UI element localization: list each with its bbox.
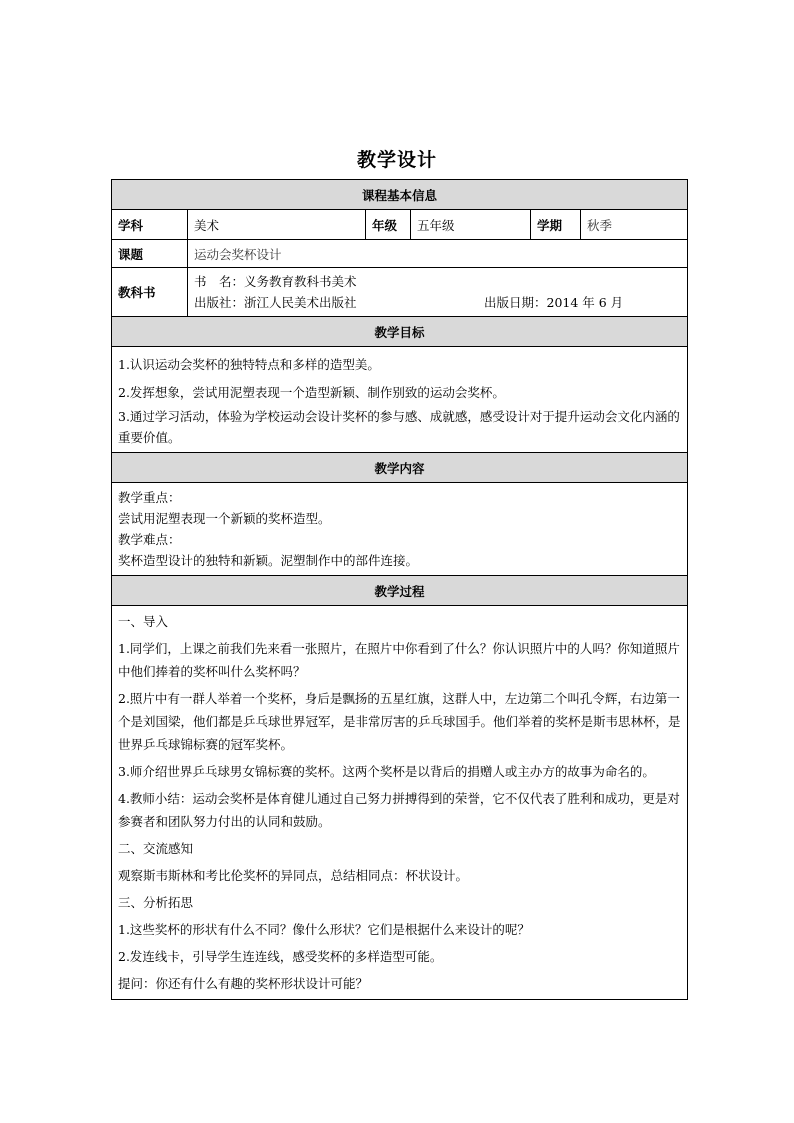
process-question: 提问：你还有什么有趣的奖杯形状设计可能？ [118, 976, 369, 991]
term-value: 秋季 [581, 210, 688, 240]
subject-label: 学科 [112, 210, 188, 240]
key-point-label: 教学重点： [118, 490, 181, 505]
section-title: 课程基本信息 [112, 180, 688, 210]
goals-cell [112, 347, 688, 453]
section-title: 教学内容 [112, 453, 688, 483]
grade-label: 年级 [366, 210, 411, 240]
key-point-text: 尝试用泥塑表现一个新颖的奖杯造型。 [118, 511, 331, 526]
section-title: 教学目标 [112, 317, 688, 347]
info-row-subject [112, 210, 688, 240]
lesson-plan-table [111, 179, 688, 1000]
topic-value: 运动会奖杯设计 [188, 240, 688, 268]
process-heading: 三、分析拓思 [118, 895, 194, 910]
publisher-line [194, 292, 681, 313]
process-heading: 二、交流感知 [118, 841, 194, 856]
section-header-content [112, 453, 688, 483]
process-heading: 一、导入 [118, 614, 169, 629]
grade-value: 五年级 [411, 210, 531, 240]
difficulty-text: 奖杯造型设计的独特和新颖。泥塑制作中的部件连接。 [118, 553, 419, 568]
process-paragraph: 1.同学们，上课之前我们先来看一张照片，在照片中你看到了什么？你认识照片中的人吗？你知道照片中他们捧着的奖杯叫什么奖杯吗？ [118, 641, 680, 679]
content-cell [112, 483, 688, 576]
goals-row [112, 347, 688, 453]
process-paragraph: 2.发连线卡，引导学生连连线，感受奖杯的多样造型可能。 [118, 949, 443, 964]
info-row-topic [112, 240, 688, 268]
info-row-textbook [112, 268, 688, 317]
publish-date: 出版日期：2014 年 6 月 [484, 295, 624, 310]
process-paragraph: 观察斯韦斯林和考比伦奖杯的异同点，总结相同点：杯状设计。 [118, 868, 469, 883]
textbook-details [188, 268, 688, 317]
section-title: 教学过程 [112, 576, 688, 606]
process-paragraph: 4.教师小结：运动会奖杯是体育健儿通过自己努力拼搏得到的荣誉，它不仅代表了胜利和成功，更是对参赛者和团队努力付出的认同和鼓励。 [118, 791, 680, 829]
process-paragraph: 2.照片中有一群人举着一个奖杯，身后是飘扬的五星红旗，这群人中，左边第二个叫孔令辉，右边第一个是刘国梁，他们都是乒乓球世界冠军，是非常厉害的乒乓球国手。他们举着的奖杯是斯韦思林杯，是世界乒乓球锦标赛的冠军奖杯。 [118, 691, 681, 752]
book-name-line: 书 名：义务教育教科书美术 [194, 274, 357, 289]
document-title: 教学设计 [356, 149, 437, 171]
topic-label: 课题 [112, 240, 188, 268]
goal-item: 2.发挥想象，尝试用泥塑表现一个造型新颖、制作别致的运动会奖杯。 [118, 385, 505, 400]
section-header-basic [112, 180, 688, 210]
term-label: 学期 [531, 210, 581, 240]
goal-item: 1.认识运动会奖杯的独特特点和多样的造型美。 [118, 357, 380, 372]
process-paragraph: 3.师介绍世界乒乓球男女锦标赛的奖杯。这两个奖杯是以背后的捐赠人或主办方的故事为命名的。 [118, 764, 655, 779]
goal-item: 3.通过学习活动，体验为学校运动会设计奖杯的参与感、成就感，感受设计对于提升运动会文化内涵的重要价值。 [118, 409, 680, 445]
textbook-label: 教科书 [112, 268, 188, 317]
difficulty-label: 教学难点： [118, 532, 181, 547]
process-paragraph: 1.这些奖杯的形状有什么不同？像什么形状？它们是根据什么来设计的呢？ [118, 922, 530, 937]
section-header-goals [112, 317, 688, 347]
section-header-process [112, 576, 688, 606]
subject-value: 美术 [188, 210, 366, 240]
publisher: 出版社：浙江人民美术出版社 [194, 295, 357, 310]
content-row [112, 483, 688, 576]
process-cell [112, 606, 688, 1000]
process-row [112, 606, 688, 1000]
